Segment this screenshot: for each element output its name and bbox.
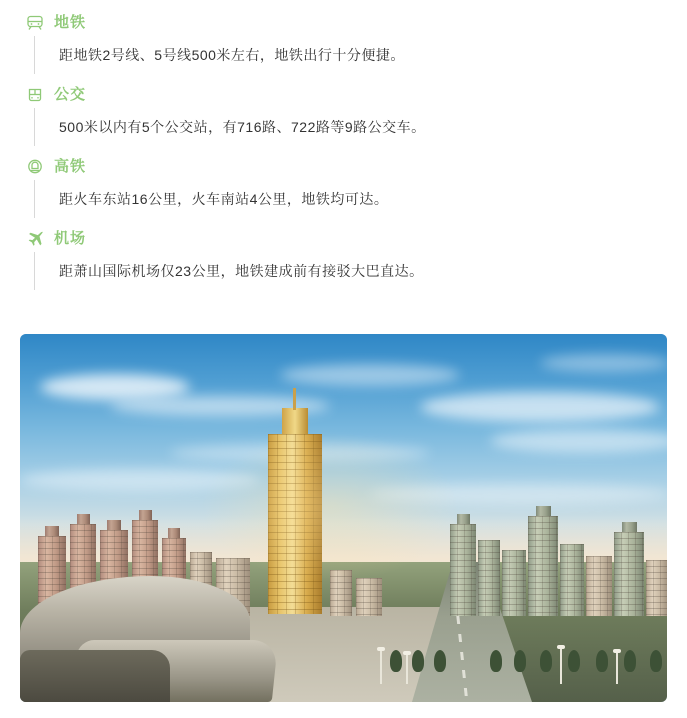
transport-item-header <box>20 82 667 108</box>
transport-item-bus <box>20 82 667 146</box>
transport-list <box>20 10 667 290</box>
transport-item-text: 距地铁2号线、5号线500米左右，地铁出行十分便捷。 <box>59 47 405 63</box>
photo-canvas <box>20 334 667 702</box>
train-icon <box>24 156 46 178</box>
building <box>450 524 476 616</box>
transport-item-body <box>34 108 667 146</box>
transport-item-airport <box>20 226 667 290</box>
building <box>478 540 500 616</box>
cloud <box>490 429 667 453</box>
street-lamp <box>616 652 618 684</box>
bus-icon <box>24 84 46 106</box>
street-lamp <box>380 650 382 684</box>
cloud <box>280 364 460 386</box>
building <box>502 550 526 616</box>
transport-item-text: 距萧山国际机场仅23公里，地铁建成前有接驳大巴直达。 <box>59 263 424 279</box>
building <box>528 516 558 616</box>
building <box>356 578 382 616</box>
building <box>614 532 644 616</box>
building <box>586 556 612 616</box>
cloud <box>540 354 667 372</box>
airplane-icon <box>24 228 46 250</box>
transport-item-title: 地铁 <box>54 14 87 31</box>
transport-item-title: 机场 <box>54 230 87 247</box>
transport-item-header <box>20 154 667 180</box>
cloud <box>420 392 660 422</box>
subway-icon <box>24 12 46 34</box>
transport-item-text: 距火车东站16公里，火车南站4公里，地铁均可达。 <box>59 191 389 207</box>
cloud <box>40 374 190 400</box>
landmark-tower <box>268 434 322 614</box>
city-skyline-photo <box>20 334 667 702</box>
transport-item-title: 高铁 <box>54 158 87 175</box>
transport-item-header <box>20 226 667 252</box>
building <box>646 560 667 616</box>
transport-item-body <box>34 180 667 218</box>
street-lamp <box>406 654 408 684</box>
cloud <box>370 484 667 504</box>
transport-item-subway <box>20 10 667 74</box>
transport-item-train <box>20 154 667 218</box>
cloud <box>20 469 260 491</box>
transport-item-body <box>34 252 667 290</box>
building <box>330 570 352 616</box>
building <box>560 544 584 616</box>
transport-item-header <box>20 10 667 36</box>
transport-item-title: 公交 <box>54 86 87 103</box>
transport-item-text: 500米以内有5个公交站，有716路、722路等9路公交车。 <box>59 119 426 135</box>
transport-item-body <box>34 36 667 74</box>
arena-foreground <box>20 650 170 702</box>
street-lamp <box>560 648 562 684</box>
